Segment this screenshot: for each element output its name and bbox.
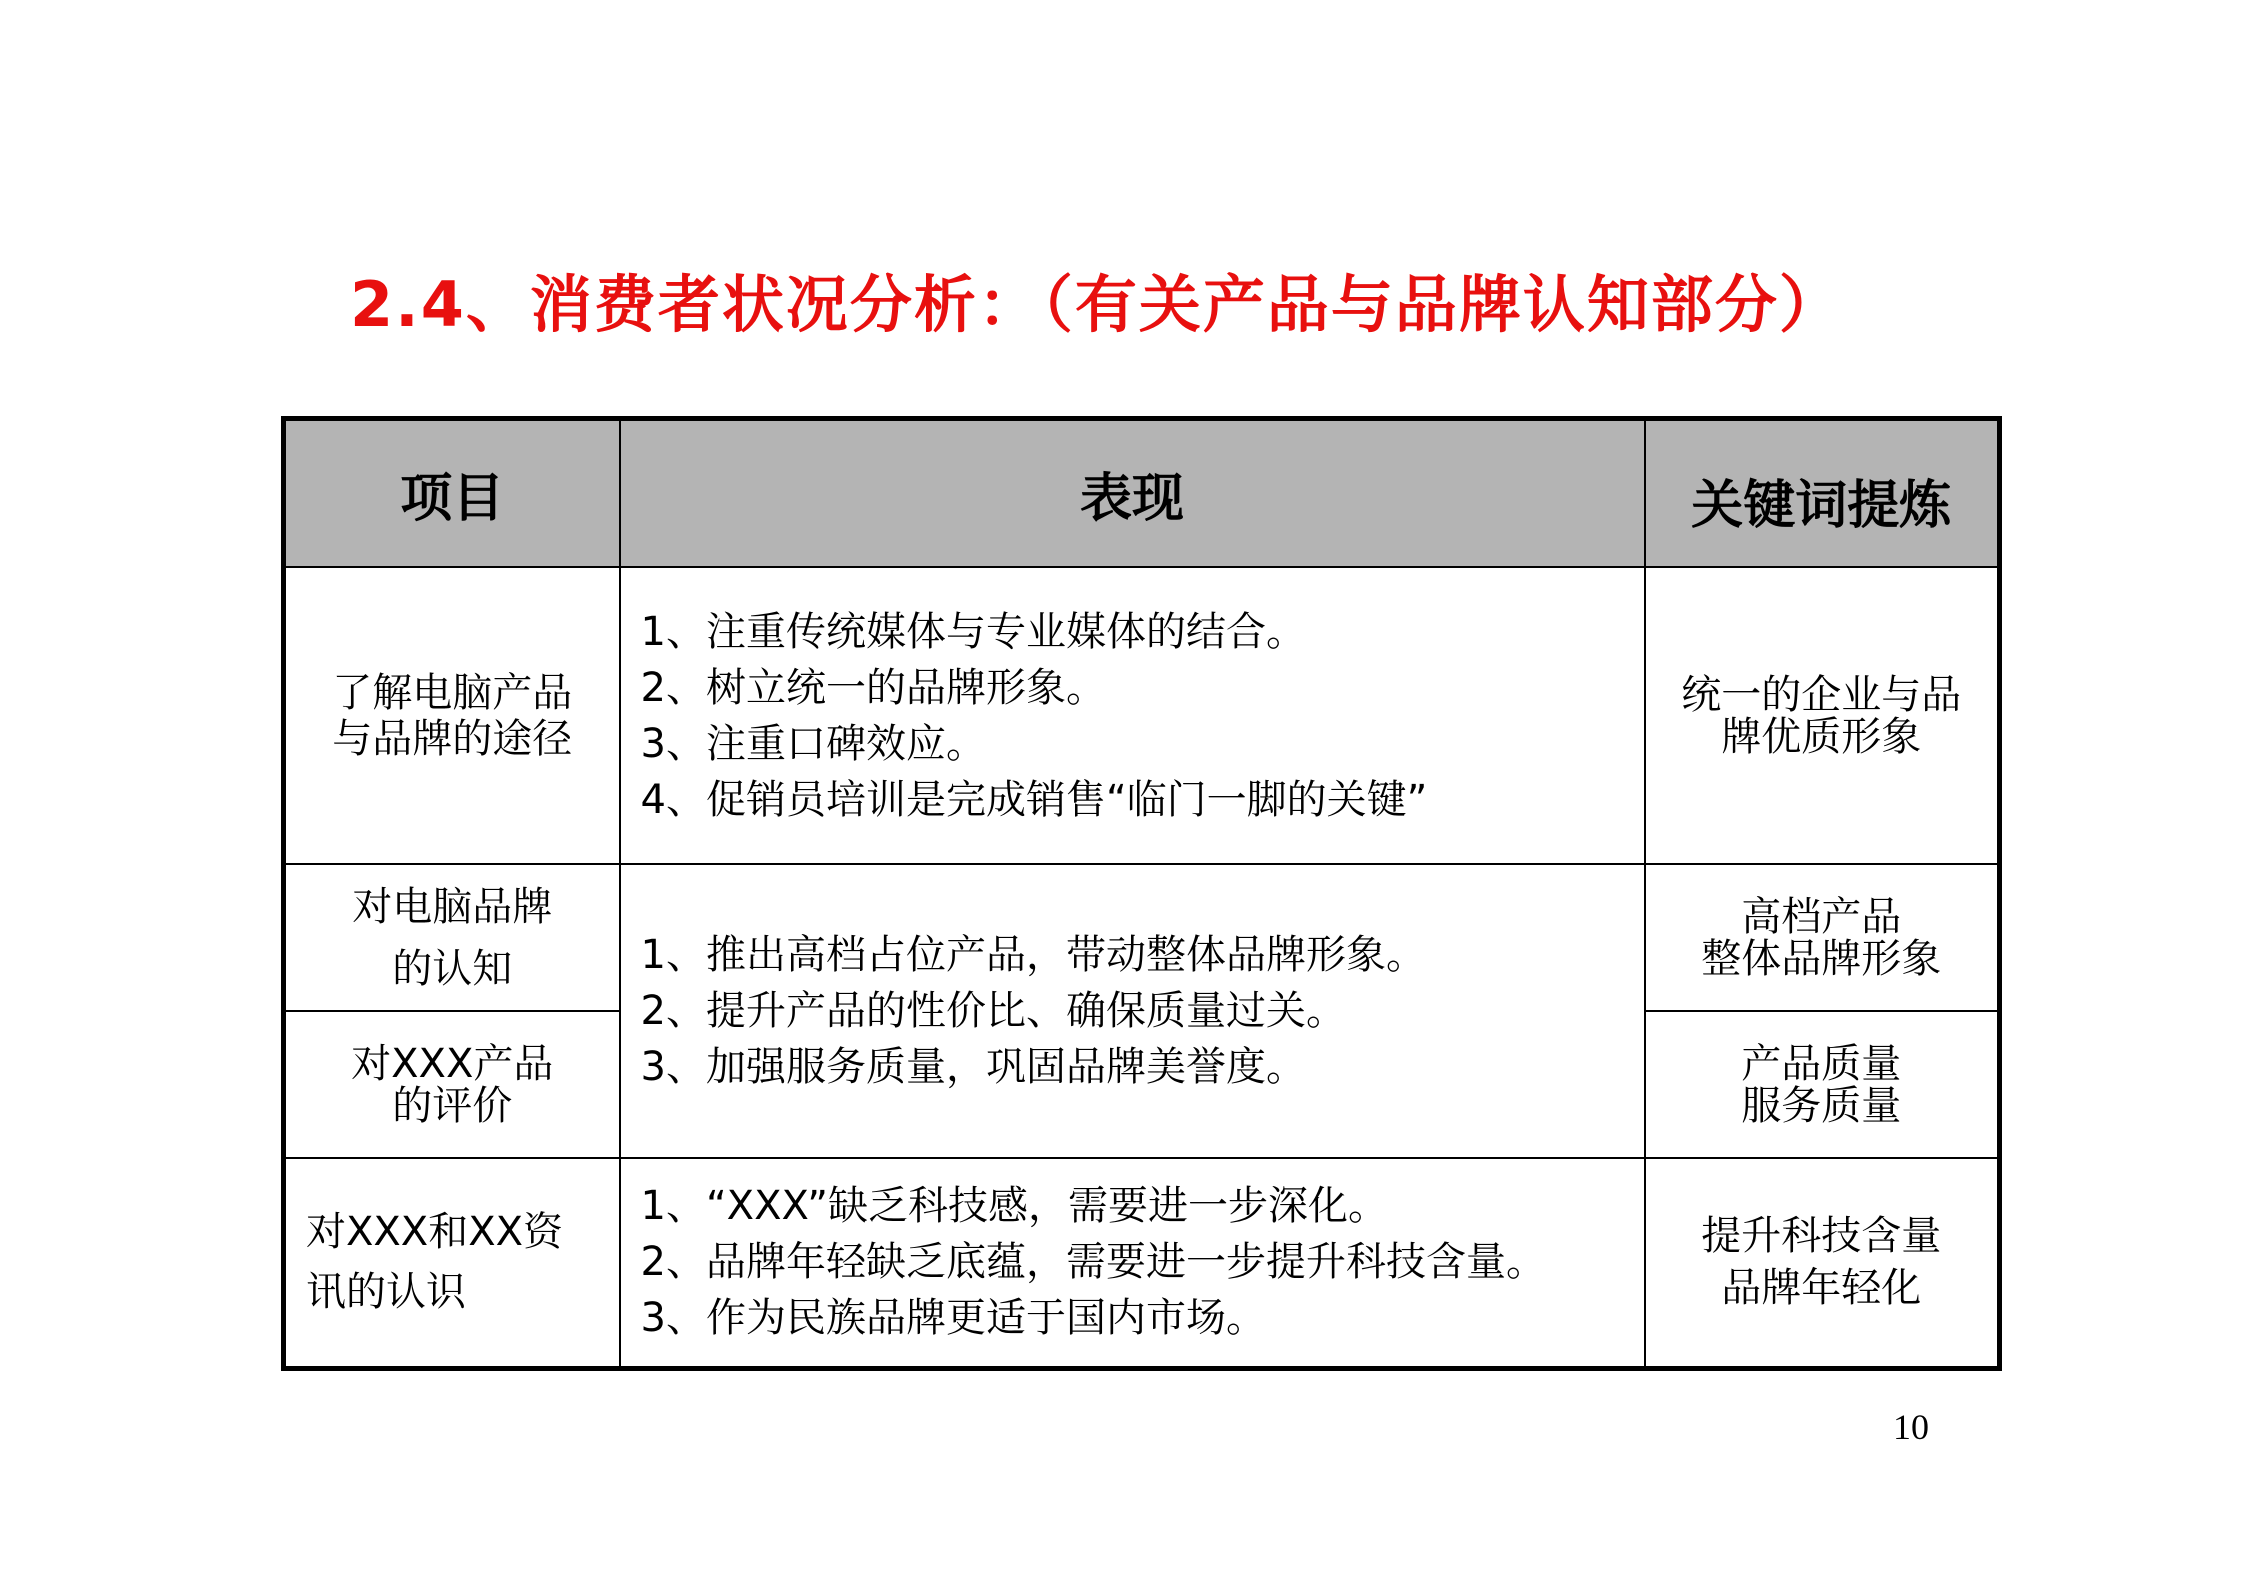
performance-cell: [620, 864, 1645, 1158]
performance-line: 2、树立统一的品牌形象。: [640, 664, 1106, 711]
item-cell: [284, 1158, 620, 1368]
keyword-line: 整体品牌形象: [1701, 935, 1942, 982]
item-line: 了解电脑产品: [332, 669, 573, 716]
keyword-line: 提升科技含量: [1701, 1213, 1942, 1260]
item-line: 对XXX和XX资: [306, 1209, 564, 1256]
table-row: [284, 1158, 2000, 1368]
consumer-analysis-table: [281, 416, 2002, 1371]
item-line: 讯的认识: [306, 1269, 466, 1316]
keyword-line: 统一的企业与品: [1681, 671, 1962, 718]
performance-line: 1、“XXX”缺乏科技感，需要进一步深化。: [640, 1183, 1388, 1230]
performance-cell: [620, 567, 1645, 864]
header-performance: 表现: [620, 419, 1645, 568]
performance-line: 2、提升产品的性价比、确保质量过关。: [640, 988, 1346, 1034]
keyword-line: 牌优质形象: [1721, 713, 1922, 760]
performance-cell: [620, 1158, 1645, 1368]
item-line: 与品牌的途径: [332, 715, 573, 762]
performance-line: 1、推出高档占位产品，带动整体品牌形象。: [640, 932, 1426, 978]
table-header-row: [284, 419, 2000, 568]
performance-line: 1、注重传统媒体与专业媒体的结合。: [640, 608, 1306, 655]
table-row: [284, 864, 2000, 1011]
header-item: 项目: [284, 419, 620, 568]
performance-line: 3、注重口碑效应。: [640, 720, 986, 767]
header-keywords: 关键词提炼: [1645, 419, 2000, 568]
keyword-cell: [1645, 864, 2000, 1011]
item-line: 对电脑品牌: [352, 883, 553, 930]
performance-line: 2、品牌年轻缺乏底蕴，需要进一步提升科技含量。: [640, 1239, 1546, 1286]
page-number: 10: [1893, 1407, 1929, 1447]
item-cell: [284, 864, 620, 1011]
item-cell: [284, 1011, 620, 1158]
slide-title: 2.4、消费者状况分析：（有关产品与品牌认知部分）: [350, 268, 1843, 341]
keyword-line: 产品质量: [1741, 1040, 1902, 1087]
keyword-line: 品牌年轻化: [1721, 1265, 1922, 1312]
table-row: [284, 567, 2000, 864]
performance-line: 3、加强服务质量，巩固品牌美誉度。: [640, 1044, 1306, 1090]
item-line: 的评价: [392, 1082, 513, 1129]
performance-line: 3、作为民族品牌更适于国内市场。: [640, 1295, 1266, 1342]
keyword-cell: [1645, 567, 2000, 864]
keyword-cell: [1645, 1011, 2000, 1158]
performance-line: 4、促销员培训是完成销售“临门一脚的关键”: [640, 776, 1428, 823]
item-line: 对XXX产品: [351, 1040, 554, 1087]
keyword-cell: [1645, 1158, 2000, 1368]
item-line: 的认知: [392, 945, 513, 992]
item-cell: [284, 567, 620, 864]
keyword-line: 服务质量: [1741, 1082, 1902, 1129]
keyword-line: 高档产品: [1741, 893, 1902, 940]
